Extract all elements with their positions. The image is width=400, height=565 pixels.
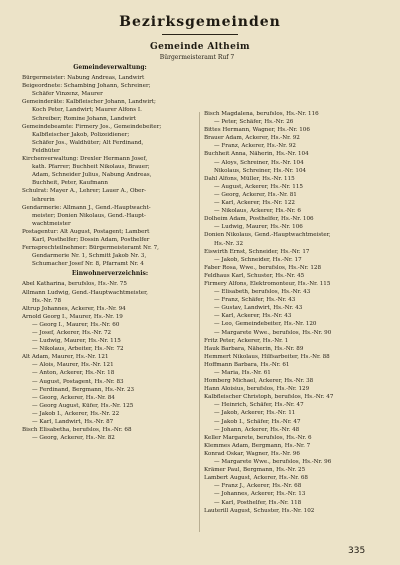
entry-line: Bürgermeister: Nabung Andreas, Landwirt [22,75,145,82]
entry-line: Gemeindebeamte: Firmery Jos., Gemeindebeiter; [22,123,162,130]
entry-line: Fritz Peter, Ackerer, Hs.-Nr. 1 [204,337,289,344]
entry-line: — Leo, Gemeindebeiter, Hs.-Nr. 120 [214,321,317,328]
entry-line: — Jakob I., Schäfer, Hs.-Nr. 47 [214,418,301,425]
entry-line: — Margarete Wwe., berufslos, Hs.-Nr. 90 [214,329,332,336]
entry-line: Schulrat: Mayer A., Lehrer; Lauer A., Ober- [22,188,147,195]
entry-line: Krämer Paul, Bergmann, Hs.-Nr. 25 [204,467,306,474]
entry-line: Schäfer Jos., Waldhüter; Alt Ferdinand, [32,139,144,146]
page-number: 335 [348,546,366,556]
entry-line: Schäfer Vinzenz, Maurer [32,91,103,98]
entry-line: — Franz, Ackerer, Hs.-Nr. 92 [214,143,296,150]
entry-line: Kalbfleischer Jakob, Polizeidiener; [32,131,130,138]
entry-line: — Jakob, Ackerer, Hs.-Nr. 11 [214,410,296,417]
entry-line: Koch Peter, Landwirt; Maurer Alfons I. [32,107,142,114]
entry-line: Lambert August, Ackerer, Hs.-Nr. 68 [204,475,308,482]
entry-line: — Maria, Hs.-Nr. 61 [214,370,271,376]
entry-line: Hann Aloisius, berufslos, Hs.-Nr. 129 [204,386,310,393]
entry-line: — Ferdinand, Bergmann, Hs.-Nr. 23 [32,386,135,393]
entry-line: — Margarete Wwe., berufslos, Hs.-Nr. 96 [214,459,332,466]
entry-line: — Karl, Ackerer, Hs.-Nr. 122 [214,200,295,207]
entry-line: Allmann Ludwig, Gend.-Hauptwachtmeister, [22,289,148,296]
entry-line: Bittes Hermann, Wagner, Hs.-Nr. 106 [204,127,310,134]
entry-line: Kalbfleischer Christoph, berufslos, Hs.-Nr. 47 [204,394,334,401]
right-column [204,110,380,530]
entry-line: — Ludwig, Maurer, Hs.-Nr. 115 [32,338,121,345]
entry-line: Klemmes Adam, Bergmann, Hs.-Nr. 7 [204,442,311,449]
entry-line: Konrad Oskar, Wagner, Hs.-Nr. 96 [204,450,300,457]
entry-line: Eiswirth Ernst, Schneider, Hs.-Nr. 17 [204,248,310,255]
subsection-heading: Gemeindeverwaltung: [73,64,147,71]
entry-line: Keller Margarete, berufslos, Hs.-Nr. 6 [204,434,312,441]
section-title: Gemeinde Altheim [150,42,250,52]
entry-line: — Georg I., Maurer, Hs.-Nr. 60 [32,321,120,328]
entry-line: Nikolaus, Schreiner, Hs.-Nr. 104 [214,167,307,174]
entry-line: — Karl, Ackerer, Hs.-Nr. 43 [214,313,292,320]
title-rule [162,34,238,35]
left-column [22,62,198,548]
entry-line: Schumacher Josef Nr. 8, Pfarramt Nr. 4 [32,261,144,268]
entry-line: — August, Postagent, Hs.-Nr. 83 [32,378,124,385]
entry-line: Schreiber; Romine Johann, Landwirt [32,115,136,122]
entry-line: Adam, Schneider Julius, Nabung Andreas, [32,172,152,179]
entry-line: Donien Nikolaus, Gend.-Hauptwachtmeister, [204,232,331,239]
entry-line: — Peter, Schäfer, Hs.-Nr. 26 [214,119,294,126]
entry-line: meister; Donien Nikolaus, Gend.-Haupt- [32,212,146,219]
entry-line: — Aloys, Schreiner, Hs.-Nr. 104 [214,159,304,166]
entry-line: — Jakob, Schneider, Hs.-Nr. 17 [214,256,302,263]
entry-line: Fernsprechteilnehmer: Bürgermeisteramt Nr. 7, [22,245,159,252]
entry-line: — Georg, Ackerer, Hs.-Nr. 81 [214,191,297,198]
entry-line: Abel Katharina, berufslos, Hs.-Nr. 75 [22,281,127,288]
entry-line: Feldhaus Karl, Schuster, Hs.-Nr. 45 [204,272,305,279]
subsection-heading: Einwohnerverzeichnis: [71,270,149,278]
entry-line: Hs.-Nr. 32 [214,240,244,247]
entry-line: Arnold Georg I., Maurer, Hs.-Nr. 19 [22,313,123,320]
column-divider [199,112,200,532]
entry-line: Altrup Johannes, Ackerer, Hs.-Nr. 94 [22,305,126,312]
entry-line: — Nikolaus, Arbeiter, Hs.-Nr. 72 [32,346,124,353]
entry-line: Buchheit, Peter, Kaufmann [32,180,108,187]
entry-line: Lauterill August, Schuster, Hs.-Nr. 102 [204,507,315,514]
entry-line: — Nikolaus, Ackerer, Hs.-Nr. 6 [214,208,301,215]
entry-line: Homberg Michael, Ackerer, Hs.-Nr. 38 [204,378,314,385]
entry-line: — Georg August, Küfer, Hs.-Nr. 125 [32,402,134,409]
entry-line: — Ludwig, Maurer, Hs.-Nr. 106 [214,224,303,231]
entry-line: Postagentur: Alt August, Postagent; Lambert [22,228,150,235]
entry-line: — Georg, Ackerer, Hs.-Nr. 84 [32,394,115,401]
entry-line: — Karl, Posthelfer, Hs.-Nr. 118 [214,499,302,506]
entry-line: Gendarmerie Nr. 1, Schmitt Jakob Nr. 3, [32,253,147,260]
entry-line: Feldhüter [32,147,60,154]
entry-line: Bisch Magdalena, berufslos, Hs.-Nr. 116 [204,111,319,117]
entry-line: — Johann, Ackerer, Hs.-Nr. 48 [214,426,300,433]
entry-line: Gemeinderäte: Kalbfleischer Johann, Landwirt; [22,99,156,106]
page-title: Bezirksgemeinden [119,14,281,30]
entry-line: Alt Adam, Maurer, Hs.-Nr. 121 [22,354,109,361]
entry-line: Hauk Barbara, Näherin, Hs.-Nr. 89 [204,345,304,352]
entry-line: — Georg, Ackerer, Hs.-Nr. 82 [32,435,115,442]
entry-line: — Jakob I., Ackerer, Hs.-Nr. 22 [32,410,120,417]
entry-line: Karl, Posthelfer; Dossin Adam, Posthelfer [32,236,150,243]
entry-line: Dolheim Adam, Posthelfer, Hs.-Nr. 106 [204,216,314,223]
entry-line: Hs.-Nr. 78 [32,297,62,304]
entry-line: — Josef, Ackerer, Hs.-Nr. 72 [32,330,112,336]
entry-line: — Johannes, Ackerer, Hs.-Nr. 13 [214,491,306,498]
entry-line: Bisch Elisabetha, berufslos, Hs.-Nr. 68 [22,427,132,434]
entry-line: — Alois, Maurer, Hs.-Nr. 121 [32,362,114,369]
entry-line: Beigeordnete: Schambing Johann, Schreiner; [22,83,151,90]
entry-line: wachtmeister [32,220,71,227]
entry-line: Hoffmann Barbara, Hs.-Nr. 61 [204,361,290,368]
entry-line: — Elisabeth, berufslos, Hs.-Nr. 43 [214,289,311,296]
entry-line: Buchheit Anna, Näherin, Hs.-Nr. 104 [204,151,309,158]
mayor-office-line: Bürgermeisteramt Ruf 7 [159,54,235,61]
entry-line: Kirchenverwaltung: Drexler Hermann Josef, [22,156,148,163]
entry-line: Gendarmerie: Allmann J., Gend.-Hauptwacht- [22,204,151,211]
entry-line: lehrerin [32,196,55,203]
entry-line: — Gustav, Landwirt, Hs.-Nr. 43 [214,305,303,312]
entry-line: kath. Pfarrer; Buchheit Nikolaus, Brauer; [32,164,150,171]
entry-line: Dahl Alfons, Müller, Hs.-Nr. 115 [204,175,295,182]
entry-line: Hemmert Nikolaus, Hilfsarbeiter, Hs.-Nr. 88 [204,353,330,360]
entry-line: — August, Ackerer, Hs.-Nr. 115 [214,183,303,190]
entry-line: — Franz, Schäfer, Hs.-Nr. 43 [214,297,296,304]
entry-line: Brauer Adam, Ackerer, Hs.-Nr. 92 [204,135,300,142]
entry-line: — Franz J., Ackerer, Hs.-Nr. 68 [214,483,302,490]
entry-line: Firmery Alfons, Elektromonteur, Hs.-Nr. 115 [204,280,331,287]
entry-line: — Heinrich, Schäfer, Hs.-Nr. 47 [214,402,304,409]
entry-line: Faber Rosa, Wwe., berufslos, Hs.-Nr. 128 [204,264,321,271]
entry-line: — Anton, Ackerer, Hs.-Nr. 18 [32,370,115,377]
entry-line: — Karl, Landwirt, Hs.-Nr. 87 [32,419,114,426]
